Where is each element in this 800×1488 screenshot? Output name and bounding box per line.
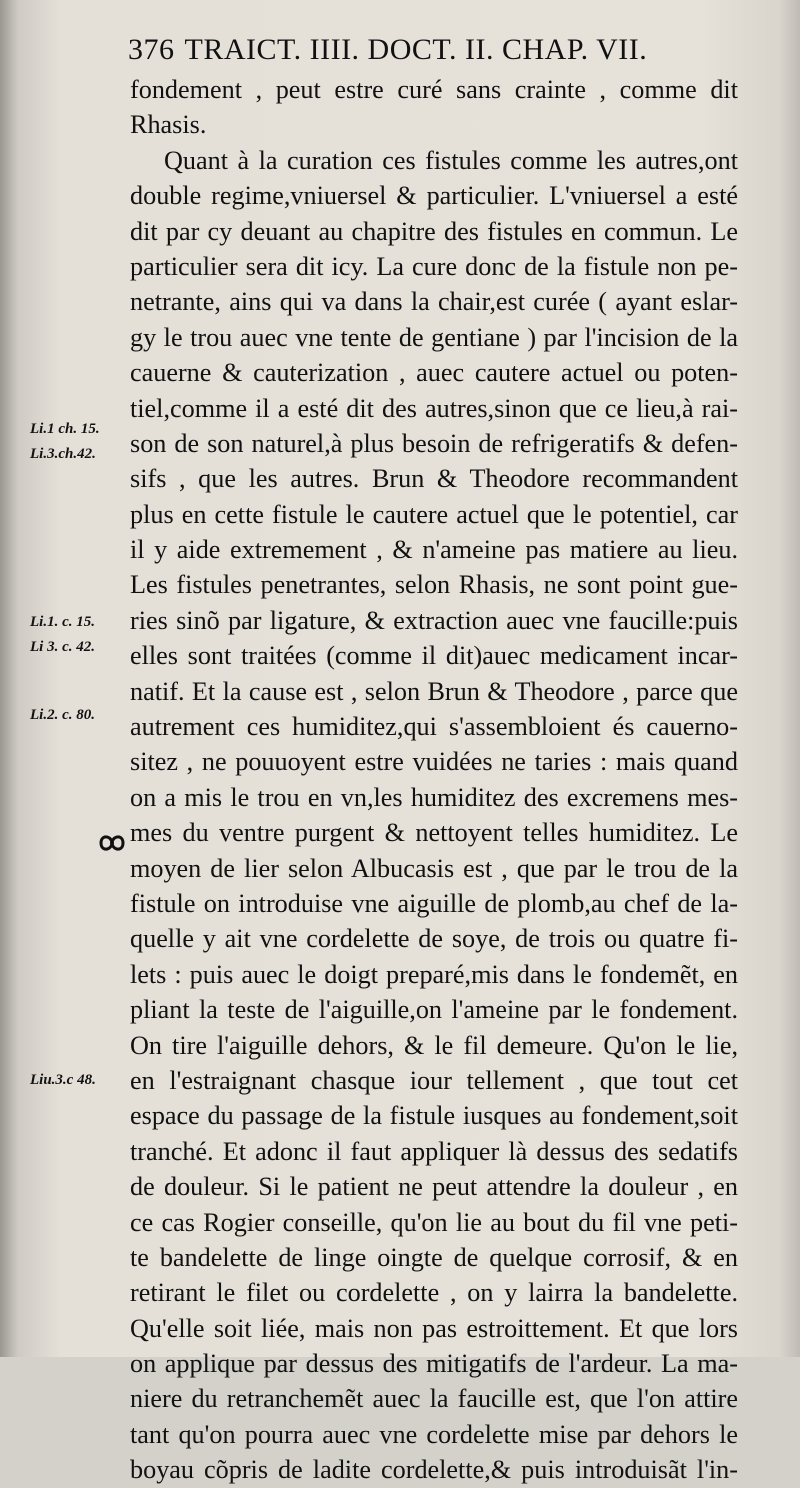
text-line: autrement ces humiditez,qui s'assembloient és cauerno- bbox=[130, 712, 738, 742]
text-line: on applique par dessus des mitigatifs de l'ardeur. La ma- bbox=[130, 1349, 738, 1379]
text-line: elles sont traitées (comme il dit)auec medicament incar- bbox=[130, 641, 738, 671]
text-line: mes du ventre purgent & nettoyent telles humiditez. Le bbox=[130, 818, 738, 848]
text-line: retirant le filet ou cordelette , on y lairra la bandelette. bbox=[130, 1278, 738, 1308]
margin-note: Li.2. c. 80. bbox=[30, 707, 95, 723]
body-text bbox=[130, 72, 738, 1488]
text-line: quelle y ait vne cordelette de soye, de trois ou quatre fi- bbox=[130, 924, 738, 954]
text-line: natif. Et la cause est , selon Brun & Theodore , parce que bbox=[130, 676, 738, 706]
text-line: son de son naturel,à plus besoin de refrigeratifs & defen- bbox=[130, 428, 738, 458]
printers-ornament-icon bbox=[98, 832, 126, 854]
text-line: de douleur. Si le patient ne peut attendre la douleur , en bbox=[130, 1172, 738, 1202]
margin-note: Liu.3.c 48. bbox=[30, 1072, 96, 1088]
margin-note: Li.1. c. 15. bbox=[30, 614, 95, 630]
margin-note: Li.1 ch. 15. bbox=[30, 421, 100, 437]
text-line: boyau cõpris de ladite cordelette,& puis introduisãt l'in- bbox=[130, 1455, 738, 1485]
text-line: lets : puis auec le doigt preparé,mis dans le fondemẽt, en bbox=[130, 959, 738, 989]
text-line: On tire l'aiguille dehors, & le fil demeure. Qu'on le lie, bbox=[130, 1030, 738, 1060]
text-line: il y aide extremement , & n'ameine pas matiere au lieu. bbox=[130, 535, 738, 565]
text-line: tant qu'on pourra auec vne cordelette mise par dehors le bbox=[130, 1419, 738, 1449]
margin-note: Li 3. c. 42. bbox=[30, 639, 95, 655]
text-line: fondement , peut estre curé sans crainte , comme dit bbox=[130, 75, 738, 104]
text-line: cauerne & cauterization , auec cautere actuel ou poten- bbox=[130, 358, 738, 388]
text-line: sitez , ne pouuoyent estre vuidées ne taries : mais quand bbox=[130, 747, 738, 777]
text-line: Les fistules penetrantes, selon Rhasis, ne sont point gue- bbox=[130, 570, 738, 600]
text-line: espace du passage de la fistule iusques au fondement,soit bbox=[130, 1101, 738, 1131]
text-line: gy le trou auec vne tente de gentiane ) par l'incision de la bbox=[130, 322, 738, 352]
text-line: Qu'elle soit liée, mais non pas estroittement. Et que lors bbox=[130, 1313, 738, 1343]
text-line: ries sinõ par ligature, & extraction auec vne faucille:puis bbox=[130, 605, 738, 635]
text-line: sifs , que les autres. Brun & Theodore recommandent bbox=[130, 464, 738, 494]
text-line: plus en cette fistule le cautere actuel que le potentiel, car bbox=[130, 499, 738, 529]
text-line: dit par cy deuant au chapitre des fistules en commun. Le bbox=[130, 216, 738, 246]
text-line: en l'estraignant chasque iour tellement , que tout cet bbox=[130, 1065, 738, 1095]
text-line: Rhasis. bbox=[130, 110, 207, 140]
text-line: Quant à la curation ces fistules comme les autres,ont bbox=[164, 145, 738, 175]
text-line: ce cas Rogier conseille, qu'on lie au bout du fil vne peti- bbox=[130, 1207, 738, 1237]
running-header bbox=[128, 30, 788, 70]
text-line: double regime,vniuersel & particulier. L'vniuersel a esté bbox=[130, 181, 738, 211]
text-line: moyen de lier selon Albucasis est , que par le trou de la bbox=[130, 853, 738, 883]
text-line: on a mis le trou en vn,les humiditez des excremens mes- bbox=[130, 782, 738, 812]
text-line: niere du retranchemẽt auec la faucille est, que l'on attire bbox=[130, 1384, 738, 1414]
text-line: pliant la teste de l'aiguille,on l'ameine par le fondement. bbox=[130, 995, 738, 1025]
text-line: particulier sera dit icy. La cure donc de la fistule non pe- bbox=[130, 251, 738, 281]
page-number: 376 bbox=[128, 33, 175, 66]
margin-note: Li.3.ch.42. bbox=[30, 446, 96, 462]
running-title: TRAICT. IIII. DOCT. II. CHAP. VII. bbox=[184, 33, 648, 66]
text-line: netrante, ains qui va dans la chair,est curée ( ayant eslar- bbox=[130, 287, 738, 317]
text-line: tiel,comme il a esté dit des autres,sinon que ce lieu,à rai- bbox=[130, 393, 738, 423]
text-line: tranché. Et adonc il faut appliquer là dessus des sedatifs bbox=[130, 1136, 738, 1166]
text-line: fistule on introduise vne aiguille de plomb,au chef de la- bbox=[130, 888, 738, 918]
text-line: te bandelette de linge oingte de quelque corrosif, & en bbox=[130, 1242, 738, 1272]
